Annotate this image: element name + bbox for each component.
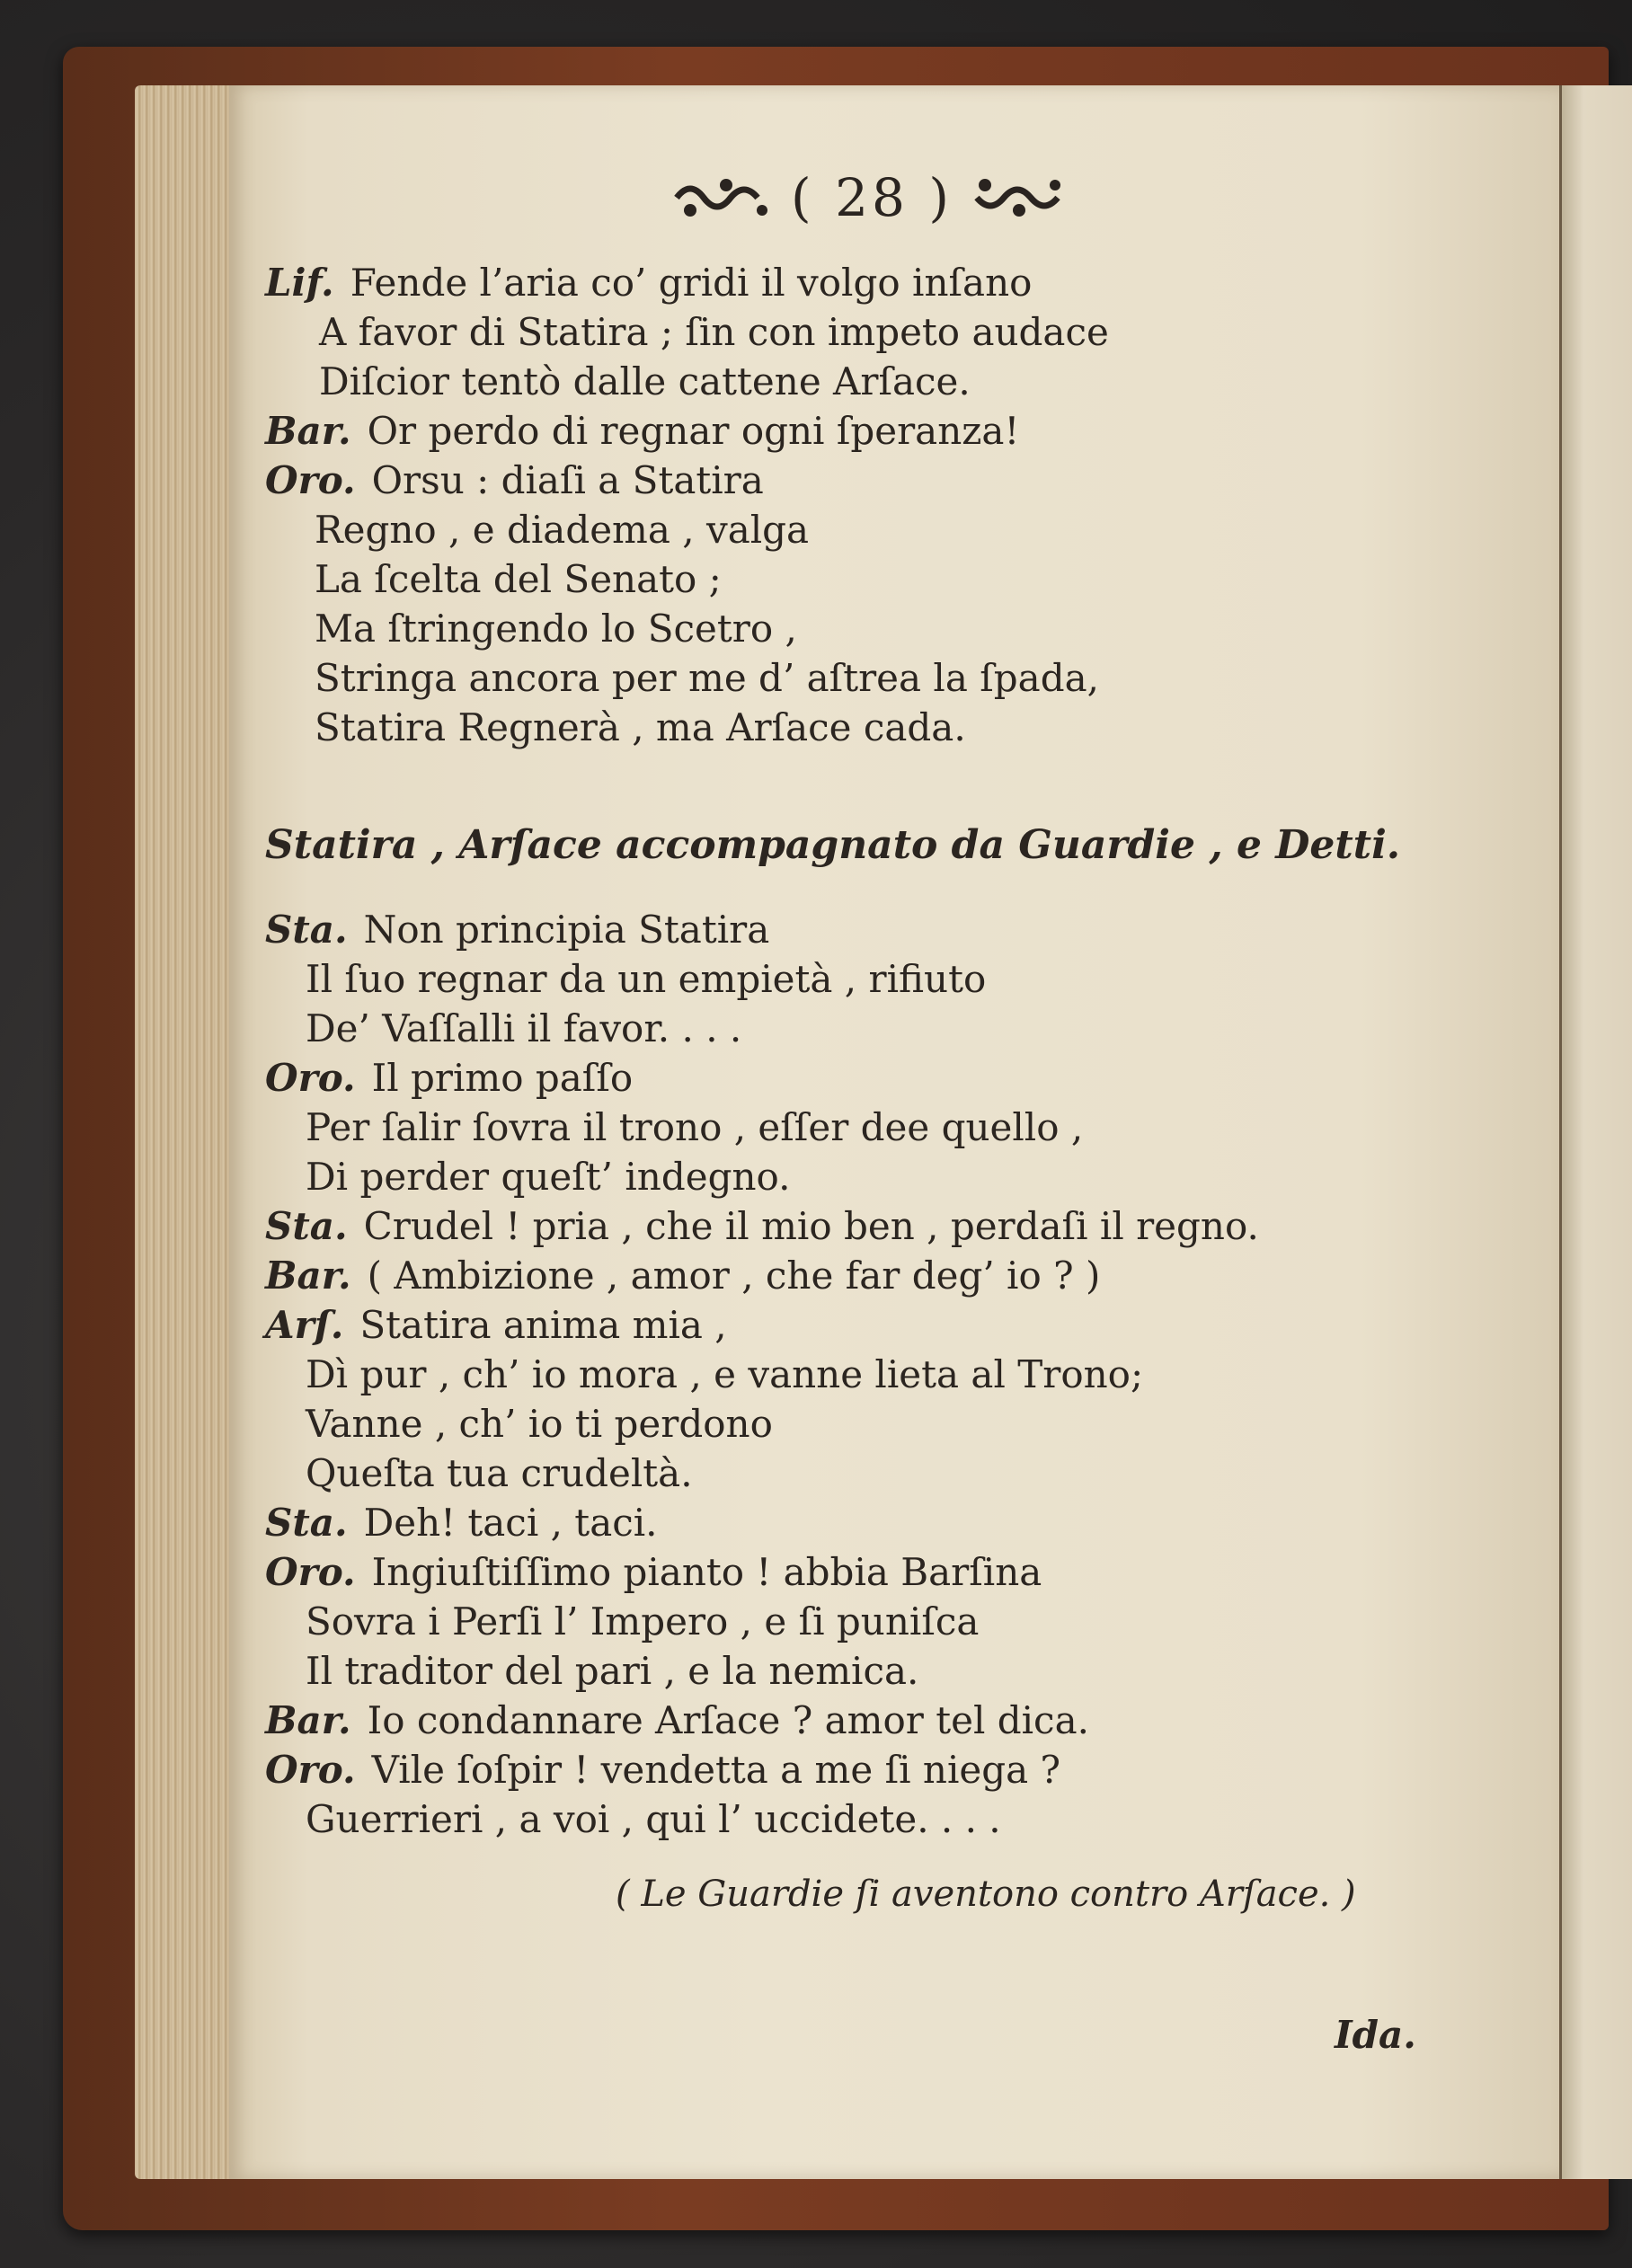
line-text: Io condannare Arſace ? amor tel dica. — [367, 1698, 1089, 1742]
line-text: Il ſuo regnar da un empietà , rifiuto — [306, 957, 987, 1001]
text-line — [306, 1006, 741, 1050]
scene-heading: Statira , Arſace accompagnato da Guardie , e Detti. — [265, 822, 1401, 868]
line-text: Stringa ancora per me d’ aſtrea la ſpada, — [315, 656, 1099, 700]
line-text: Vile ſoſpir ! vendetta a me ſi niega ? — [371, 1748, 1061, 1792]
line-text: Orsu : diaſi a Statira — [371, 458, 764, 502]
text-line — [306, 1451, 693, 1495]
line-text: Ma ſtringendo lo Scetro , — [315, 607, 797, 651]
line-text: Or perdo di regnar ogni ſperanza! — [367, 409, 1020, 453]
line-text: Vanne , ch’ io ti perdono — [306, 1402, 773, 1446]
catchword: Ida. — [1335, 2013, 1416, 2057]
text-line — [319, 310, 1109, 354]
speaker: Lif. — [265, 261, 334, 305]
left-ornament-icon — [672, 171, 771, 225]
speaker: Bar. — [265, 409, 351, 453]
speaker: Sta. — [265, 908, 348, 952]
line-text: Queſta tua crudeltà. — [306, 1451, 693, 1495]
text-line — [265, 1254, 1100, 1298]
speaker: Oro. — [265, 1550, 356, 1594]
line-text: Il traditor del pari , e la nemica. — [306, 1649, 919, 1693]
next-page-edge — [1559, 85, 1632, 2179]
text-line — [315, 705, 966, 749]
text-line — [315, 508, 809, 552]
speaker: Bar. — [265, 1254, 351, 1298]
line-text: Statira Regnerà , ma Arſace cada. — [315, 705, 966, 749]
line-text: De’ Vaſſalli il favor. . . . — [306, 1006, 742, 1050]
text-line — [315, 607, 797, 651]
speaker: Oro. — [265, 1748, 356, 1792]
text-line — [265, 409, 1019, 453]
line-text: Il primo paſſo — [371, 1056, 634, 1100]
speaker: Bar. — [265, 1698, 351, 1742]
line-text: Guerrieri , a voi , qui l’ uccidete. . . . — [306, 1797, 1001, 1841]
speaker: Sta. — [265, 1204, 348, 1248]
text-line — [315, 557, 722, 601]
text-line — [265, 908, 769, 952]
text-line — [306, 1599, 979, 1643]
line-text: Non principia Statira — [363, 908, 770, 952]
text-line — [265, 1501, 658, 1545]
text-line — [306, 1155, 790, 1199]
text-line — [306, 1352, 1143, 1396]
page-number: ( 28 ) — [791, 167, 953, 228]
line-text: Fende l’aria co’ gridi il volgo inſano — [350, 261, 1033, 305]
right-ornament-icon — [972, 171, 1071, 225]
speaker: Oro. — [265, 458, 356, 502]
text-line — [265, 1303, 727, 1347]
page-edges — [135, 85, 243, 2179]
speaker: Oro. — [265, 1056, 356, 1100]
line-text: Diſcior tentò dalle cattene Arſace. — [319, 359, 971, 403]
line-text: Sovra i Perſi l’ Impero , e ſi puniſca — [306, 1599, 980, 1643]
text-line — [265, 1056, 633, 1100]
text-line — [265, 1748, 1060, 1792]
text-line — [265, 261, 1032, 305]
line-text: La ſcelta del Senato ; — [315, 557, 722, 601]
text-line — [265, 458, 764, 502]
text-line — [306, 1105, 1083, 1149]
text-line — [265, 1550, 1042, 1594]
line-text: Dì pur , ch’ io mora , e vanne lieta al Trono; — [306, 1352, 1144, 1396]
text-line — [265, 1698, 1089, 1742]
line-text: A favor di Statira ; ſin con impeto audace — [319, 310, 1109, 354]
line-text: Statira anima mia , — [359, 1303, 727, 1347]
line-text: Ingiuſtiſſimo pianto ! abbia Barſina — [371, 1550, 1042, 1594]
text-line — [306, 1797, 1001, 1841]
line-text: Regno , e diadema , valga — [315, 508, 810, 552]
text-line — [265, 1204, 1259, 1248]
text-line — [306, 1402, 773, 1446]
line-text: Di perder queſt’ indegno. — [306, 1155, 791, 1199]
line-text: Deh! taci , taci. — [363, 1501, 658, 1545]
speaker: Arſ. — [265, 1303, 344, 1347]
line-text: Per ſalir ſovra il trono , eſſer dee quello , — [306, 1105, 1084, 1149]
text-line — [306, 957, 986, 1001]
page-header — [620, 162, 1123, 234]
text-line — [315, 656, 1099, 700]
stage-direction: ( Le Guardie ſi aventono contro Arſace. ) — [616, 1874, 1356, 1915]
text-line — [319, 359, 971, 403]
text-line — [306, 1649, 918, 1693]
line-text: Crudel ! pria , che il mio ben , perdaſi il regno. — [363, 1204, 1259, 1248]
line-text: ( Ambizione , amor , che far deg’ io ? ) — [367, 1254, 1101, 1298]
speaker: Sta. — [265, 1501, 348, 1545]
